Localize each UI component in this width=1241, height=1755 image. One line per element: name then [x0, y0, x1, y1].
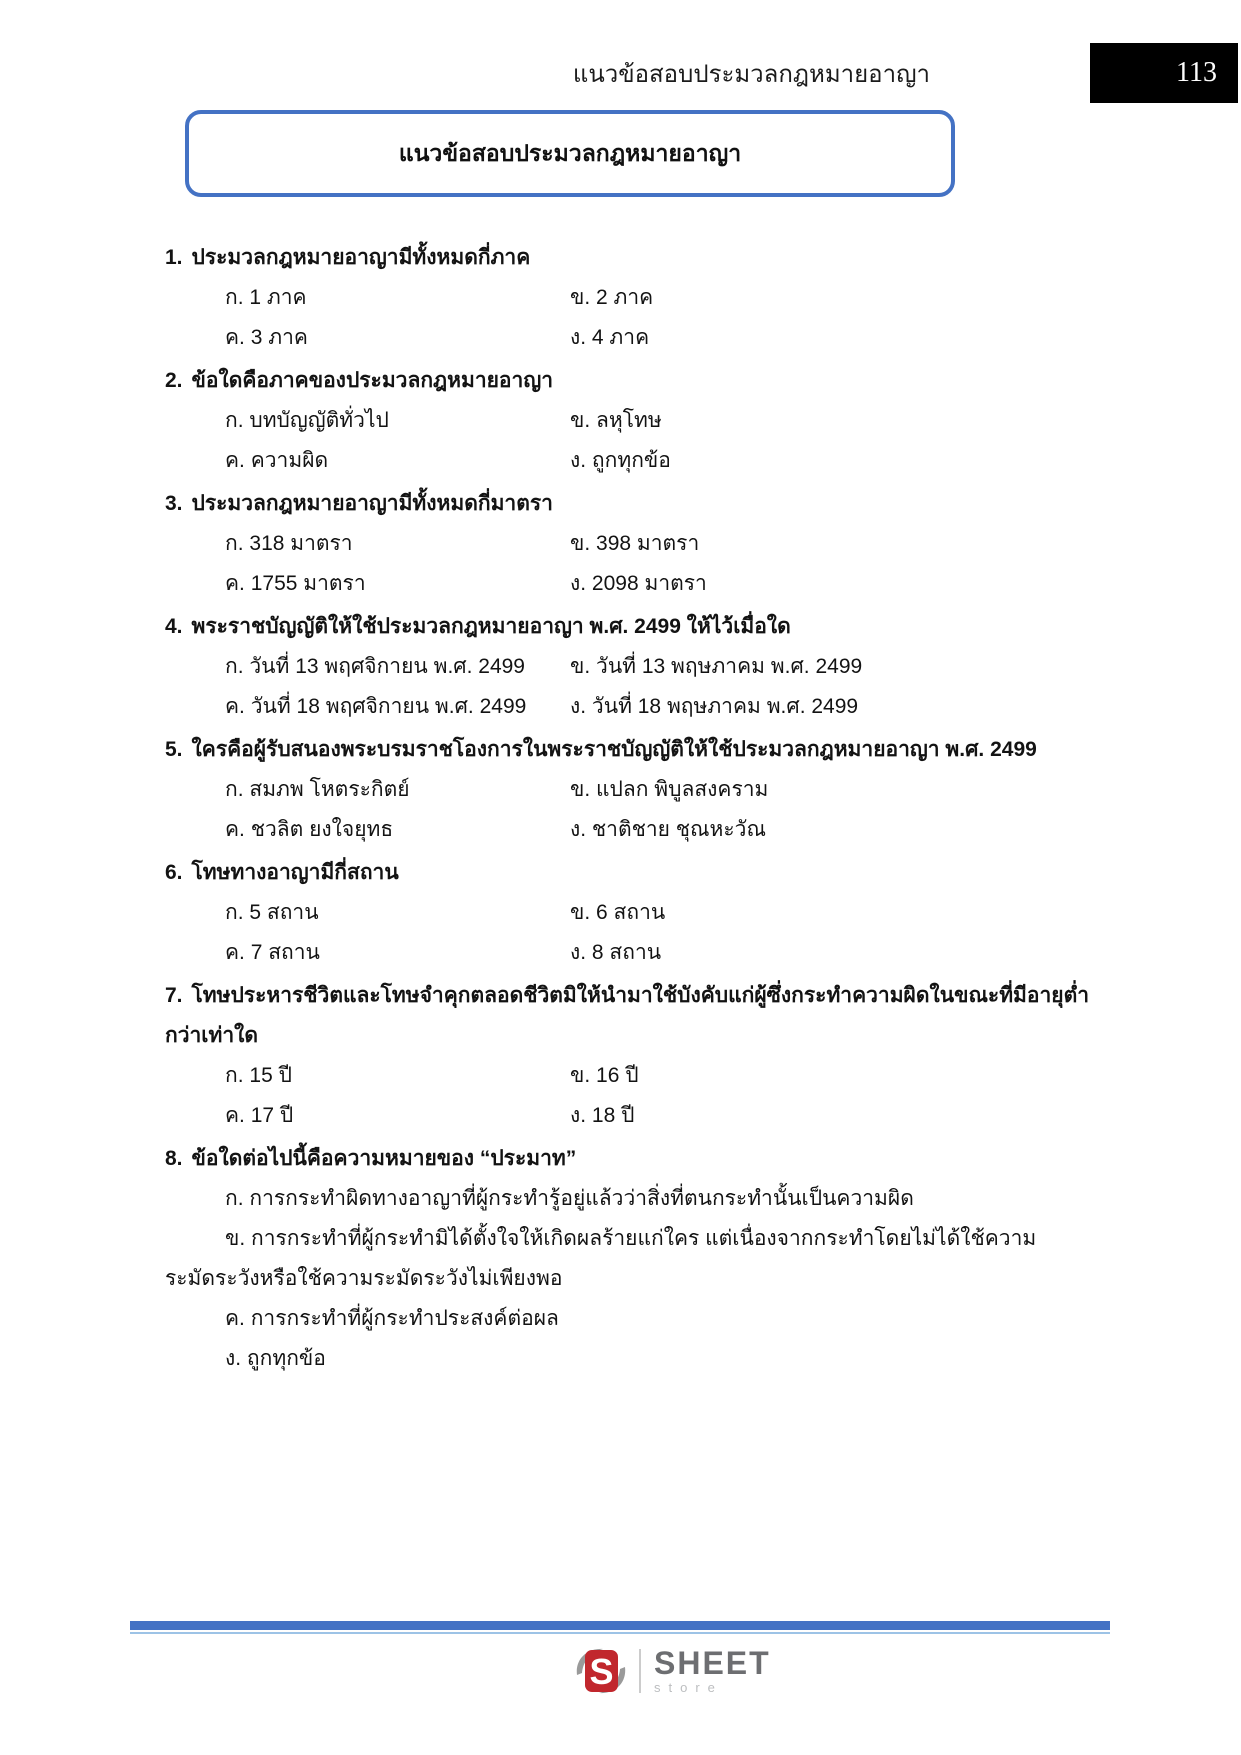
option: ก. 318 มาตรา: [225, 532, 353, 555]
option: ก. สมภพ โหตระกิตย์: [225, 778, 410, 801]
options-grid: [165, 647, 1115, 727]
question-block: [165, 238, 1115, 358]
footer-rule-thick: [130, 1621, 1110, 1630]
option: ง. 8 สถาน: [570, 941, 662, 964]
footer-rule: [130, 1621, 1110, 1634]
question-block: [165, 607, 1115, 727]
questions-list: [165, 238, 1115, 1382]
page-number-box: [1090, 43, 1238, 103]
option: ง. ถูกทุกข้อ: [570, 449, 671, 472]
question-block: [165, 484, 1115, 604]
option: ข. แปลก พิบูลสงคราม: [570, 778, 769, 801]
options-grid: [165, 401, 1115, 481]
option: ค. ความผิด: [225, 449, 329, 472]
option: ก. 5 สถาน: [225, 901, 319, 924]
option: ค. 1755 มาตรา: [225, 572, 366, 595]
option-line: ระมัดระวังหรือใช้ความระมัดระวังไม่เพียงพอ: [165, 1267, 563, 1290]
option: ข. 398 มาตรา: [570, 532, 700, 555]
question-text: [165, 730, 1115, 770]
question-title: โทษประหารชีวิตและโทษจำคุกตลอดชีวิตมิให้นำมาใช้บังคับแก่ผู้ซึ่งกระทำความผิดในขณะที่มีอายุต่ำกว่าเท่าใด: [165, 984, 1090, 1047]
document-title: แนวข้อสอบประมวลกฎหมายอาญา: [398, 139, 742, 166]
option: ข. 6 สถาน: [570, 901, 666, 924]
question-text: [165, 361, 1115, 401]
question-text: [165, 238, 1115, 278]
question-title: ประมวลกฎหมายอาญามีทั้งหมดกี่มาตรา: [191, 492, 553, 515]
option: ข. ลหุโทษ: [570, 409, 662, 432]
footer-rule-thin: [130, 1632, 1110, 1634]
option: ค. 3 ภาค: [225, 326, 308, 349]
option: ก. วันที่ 13 พฤศจิกายน พ.ศ. 2499: [225, 655, 525, 678]
sheet-store-logo: [573, 1645, 771, 1697]
question-number: 3.: [165, 492, 183, 515]
logo-letter: S: [589, 1651, 614, 1692]
option: ค. ชวลิต ยงใจยุทธ: [225, 818, 394, 841]
question-block: [165, 361, 1115, 481]
question-text: [165, 853, 1115, 893]
option-line: ค. การกระทำที่ผู้กระทำประสงค์ต่อผล: [225, 1307, 559, 1330]
question-text: [165, 484, 1115, 524]
question-block: [165, 853, 1115, 973]
question-number: 6.: [165, 861, 183, 884]
question-text: [165, 1139, 1115, 1179]
option: ง. วันที่ 18 พฤษภาคม พ.ศ. 2499: [570, 695, 859, 718]
logo-brand: SHEET: [654, 1644, 771, 1681]
options-grid: [165, 278, 1115, 358]
question-block: [165, 1139, 1115, 1379]
question-number: 7.: [165, 984, 183, 1007]
option: ค. 7 สถาน: [225, 941, 320, 964]
option: ข. 16 ปี: [570, 1064, 639, 1087]
question-block: [165, 730, 1115, 850]
logo-divider: [639, 1649, 641, 1693]
question-text: [165, 607, 1115, 647]
option: ง. 18 ปี: [570, 1104, 635, 1127]
question-number: 1.: [165, 246, 183, 269]
question-title: ข้อใดคือภาคของประมวลกฎหมายอาญา: [191, 369, 554, 392]
option: ง. 4 ภาค: [570, 326, 650, 349]
question-title: ข้อใดต่อไปนี้คือความหมายของ “ประมาท”: [191, 1147, 577, 1170]
logo-sub: store: [654, 1679, 723, 1695]
logo-wordmark: [654, 1644, 771, 1695]
title-box: [185, 110, 955, 197]
option: ค. วันที่ 18 พฤศจิกายน พ.ศ. 2499: [225, 695, 527, 718]
question-title: โทษทางอาญามีกี่สถาน: [191, 861, 399, 884]
option-line: ก. การกระทำผิดทางอาญาที่ผู้กระทำรู้อยู่แล้วว่าสิ่งที่ตนกระทำนั้นเป็นความผิด: [225, 1187, 914, 1210]
options-grid: [165, 1056, 1115, 1136]
option-line: ง. ถูกทุกข้อ: [225, 1347, 326, 1370]
question-title: ใครคือผู้รับสนองพระบรมราชโองการในพระราชบัญญัติให้ใช้ประมวลกฎหมายอาญา พ.ศ. 2499: [191, 738, 1037, 761]
option: ก. บทบัญญัติทั่วไป: [225, 409, 389, 432]
page-number: 113: [1176, 57, 1217, 88]
options-grid: [165, 893, 1115, 973]
question-block: [165, 976, 1115, 1136]
question-number: 2.: [165, 369, 183, 392]
option: ก. 15 ปี: [225, 1064, 292, 1087]
option: ข. 2 ภาค: [570, 286, 654, 309]
option: ก. 1 ภาค: [225, 286, 307, 309]
question-number: 5.: [165, 738, 183, 761]
option: ค. 17 ปี: [225, 1104, 294, 1127]
question-title: พระราชบัญญัติให้ใช้ประมวลกฎหมายอาญา พ.ศ. 2499 ให้ไว้เมื่อใด: [191, 615, 791, 638]
logo-s-icon: [573, 1645, 629, 1697]
options-grid: [165, 524, 1115, 604]
question-number: 4.: [165, 615, 183, 638]
question-number: 8.: [165, 1147, 183, 1170]
option: ง. 2098 มาตรา: [570, 572, 707, 595]
running-title: แนวข้อสอบประมวลกฎหมายอาญา: [572, 61, 930, 88]
option: ง. ชาติชาย ชุณหะวัณ: [570, 818, 766, 841]
option-line: ข. การกระทำที่ผู้กระทำมิได้ตั้งใจให้เกิดผลร้ายแก่ใคร แต่เนื่องจากกระทำโดยไม่ได้ใช้ความ: [225, 1227, 1037, 1250]
option: ข. วันที่ 13 พฤษภาคม พ.ศ. 2499: [570, 655, 863, 678]
question-title: ประมวลกฎหมายอาญามีทั้งหมดกี่ภาค: [191, 246, 531, 269]
options-grid: [165, 770, 1115, 850]
question-text: [165, 976, 1115, 1056]
